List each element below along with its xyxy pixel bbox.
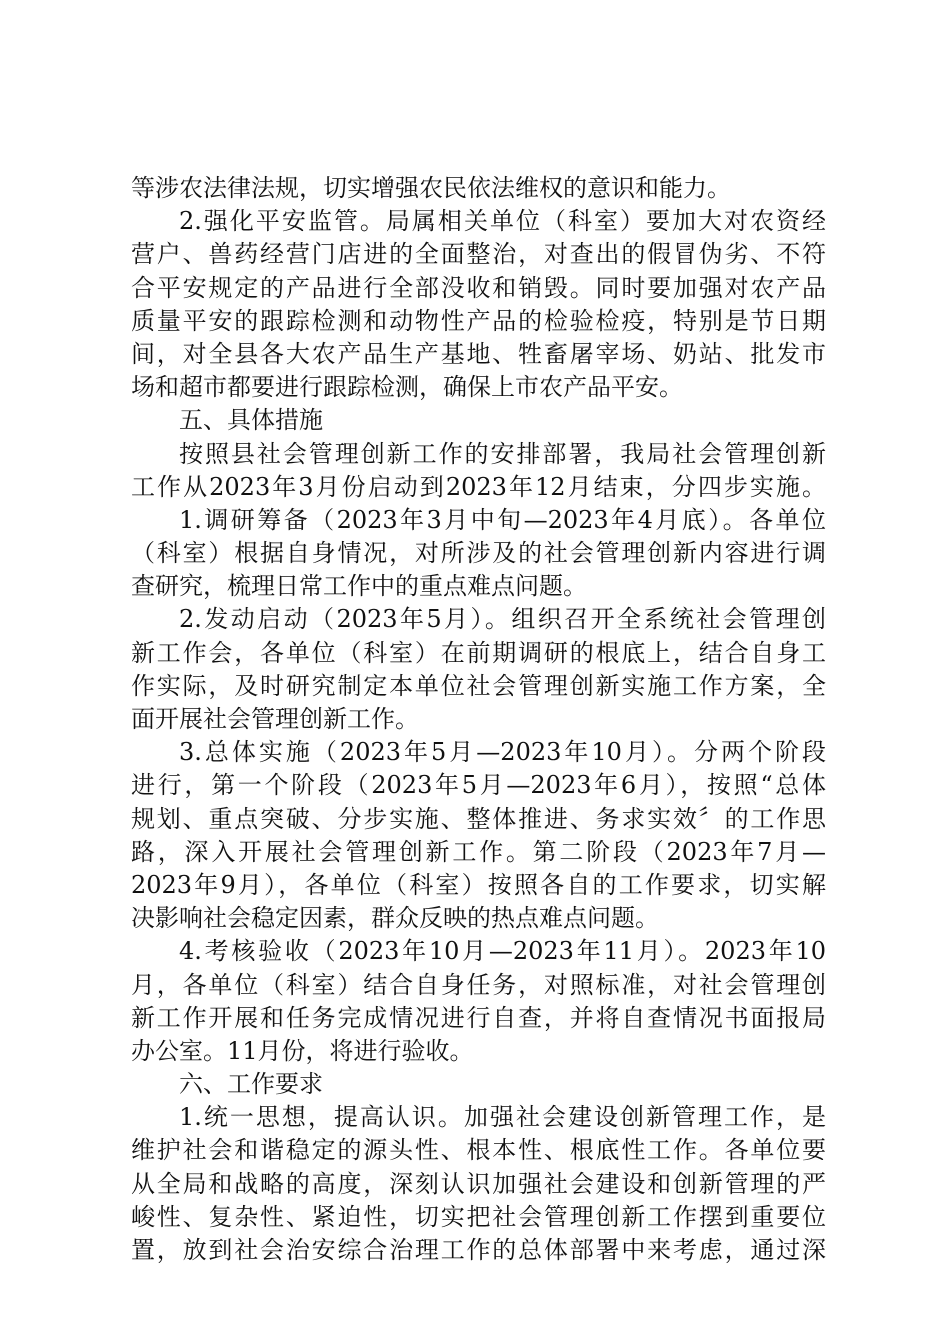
text-line: 置，放到社会治安综合治理工作的总体部署中来考虑，通过深 bbox=[131, 1236, 826, 1264]
text-line: （科室）根据自身情况，对所涉及的社会管理创新内容进行调 bbox=[131, 539, 826, 568]
text-line: 合平安规定的产品进行全部没收和销毁。同时要加强对农产品 bbox=[131, 273, 826, 302]
text-line: 营户、兽药经营门店进的全面整治，对查出的假冒伪劣、不符 bbox=[131, 240, 826, 269]
text-line: 间，对全县各大农产品生产基地、牲畜屠宰场、奶站、批发市 bbox=[131, 339, 826, 368]
text-line: 1.统一思想，提高认识。加强社会建设创新管理工作，是 bbox=[179, 1103, 826, 1132]
text-line: 路，深入开展社会管理创新工作。第二阶段（2023年7月— bbox=[131, 837, 826, 866]
text-line: 月，各单位（科室）结合自身任务，对照标准，对社会管理创 bbox=[131, 970, 826, 999]
text-line: 峻性、复杂性、紧迫性，切实把社会管理创新工作摆到重要位 bbox=[131, 1202, 826, 1231]
text-line: 2.发动启动（2023年5月）。组织召开全系统社会管理创 bbox=[179, 605, 826, 634]
text-line: 维护社会和谐稳定的源头性、根本性、根底性工作。各单位要 bbox=[131, 1136, 826, 1165]
text-line: 新工作开展和任务完成情况进行自查，并将自查情况书面报局 bbox=[131, 1003, 826, 1032]
section-heading: 五、具体措施 bbox=[179, 406, 323, 435]
text-line: 1.调研筹备（2023年3月中旬—2023年4月底）。各单位 bbox=[179, 505, 826, 534]
body-text bbox=[131, 172, 826, 1267]
text-line: 工作从2023年3月份启动到2023年12月结束，分四步实施。 bbox=[131, 472, 826, 501]
text-line: 按照县社会管理创新工作的安排部署，我局社会管理创新 bbox=[179, 439, 826, 468]
text-line: 2.强化平安监管。局属相关单位（科室）要加大对农资经 bbox=[179, 207, 826, 236]
text-line: 办公室。11月份，将进行验收。 bbox=[131, 1036, 474, 1065]
text-line: 质量平安的跟踪检测和动物性产品的检验检疫，特别是节日期 bbox=[131, 306, 826, 335]
text-line: 进行，第一个阶段（2023年5月—2023年6月），按照“总体 bbox=[131, 771, 826, 800]
text-line: 等涉农法律法规，切实增强农民依法维权的意识和能力。 bbox=[131, 174, 731, 202]
text-line: 查研究，梳理日常工作中的重点难点问题。 bbox=[131, 572, 587, 601]
text-line: 作实际，及时研究制定本单位社会管理创新实施工作方案，全 bbox=[131, 671, 826, 700]
text-line: 新工作会，各单位（科室）在前期调研的根底上，结合自身工 bbox=[131, 638, 826, 667]
text-line: 面开展社会管理创新工作。 bbox=[131, 705, 419, 733]
text-line: 场和超市都要进行跟踪检测，确保上市农产品平安。 bbox=[131, 373, 683, 402]
text-line: 从全局和战略的高度，深刻认识加强社会建设和创新管理的严 bbox=[131, 1169, 826, 1198]
text-line: 4.考核验收（2023年10月—2023年11月）。2023年10 bbox=[179, 937, 826, 966]
text-line: 决影响社会稳定因素，群众反映的热点难点问题。 bbox=[131, 904, 659, 933]
text-line: 2023年9月），各单位（科室）按照各自的工作要求，切实解 bbox=[131, 870, 826, 899]
text-line: 3.总体实施（2023年5月—2023年10月）。分两个阶段 bbox=[179, 738, 826, 767]
text-line: 规划、重点突破、分步实施、整体推进、务求实效〞的工作思 bbox=[131, 804, 826, 833]
section-heading: 六、工作要求 bbox=[179, 1070, 323, 1099]
